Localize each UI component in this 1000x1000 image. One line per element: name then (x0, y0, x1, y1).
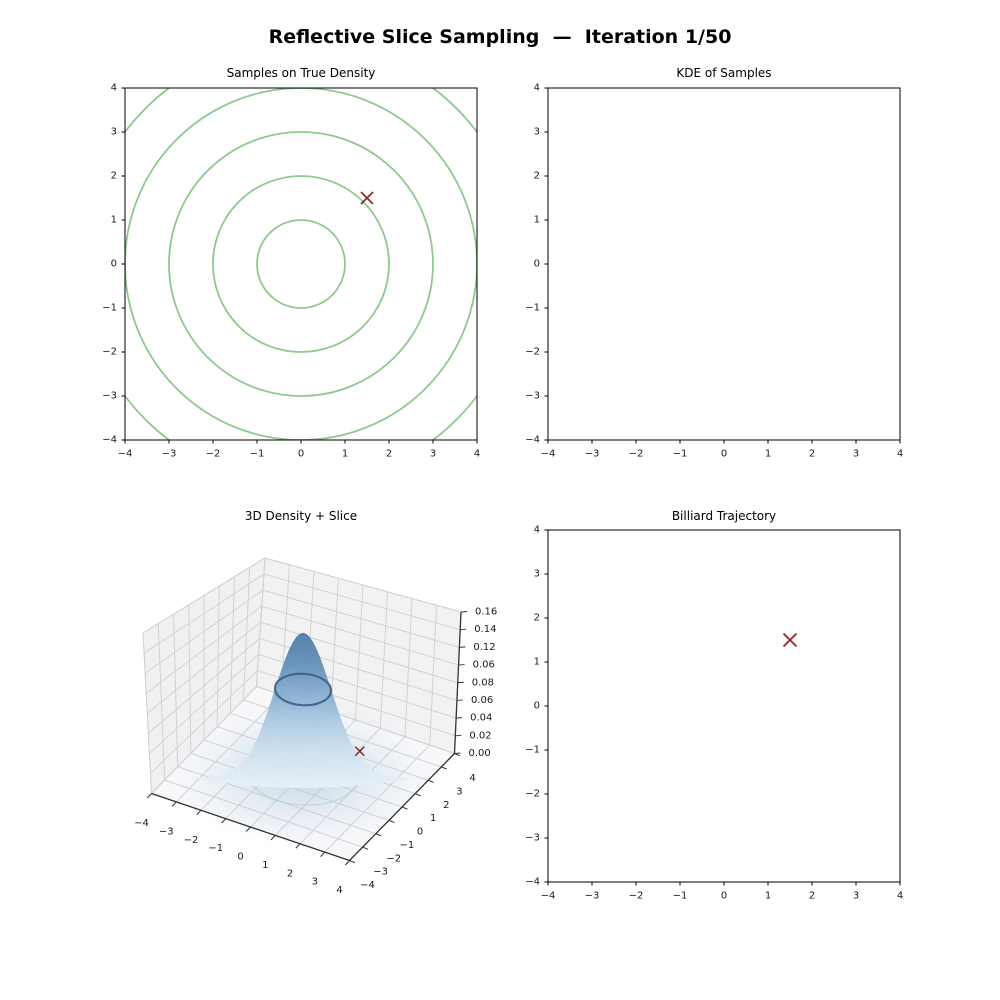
svg-text:−1: −1 (399, 839, 415, 851)
svg-text:2: 2 (533, 612, 540, 624)
svg-text:−4: −4 (102, 434, 117, 446)
svg-text:−1: −1 (249, 448, 265, 460)
svg-text:0.12: 0.12 (473, 641, 496, 653)
svg-text:−3: −3 (158, 826, 174, 838)
svg-text:−1: −1 (525, 744, 540, 756)
contour-lines (81, 44, 521, 484)
svg-text:3: 3 (456, 786, 463, 798)
svg-text:0.00: 0.00 (468, 748, 491, 759)
sample-marker-samples-on-true-density (361, 192, 373, 204)
svg-text:−2: −2 (183, 834, 199, 846)
svg-text:−2: −2 (525, 346, 540, 358)
svg-text:0.14: 0.14 (474, 624, 497, 636)
axes-samples-on-true-density (81, 44, 521, 484)
axes-density-3d (134, 558, 497, 896)
sample-marker-billiard-trajectory (784, 634, 797, 647)
svg-text:−1: −1 (672, 448, 688, 460)
svg-text:−3: −3 (373, 866, 388, 878)
svg-text:4: 4 (473, 448, 481, 460)
svg-text:0.08: 0.08 (471, 677, 495, 689)
svg-text:0: 0 (237, 851, 244, 863)
axes-kde-of-samples (525, 83, 903, 460)
svg-text:4: 4 (533, 524, 540, 536)
svg-text:4: 4 (110, 82, 117, 94)
svg-text:2: 2 (808, 890, 816, 902)
svg-text:−3: −3 (525, 832, 540, 844)
svg-text:4: 4 (533, 82, 540, 94)
svg-text:1: 1 (764, 890, 772, 902)
svg-text:−3: −3 (102, 390, 117, 402)
svg-text:−4: −4 (134, 818, 149, 829)
svg-text:0.16: 0.16 (475, 606, 498, 618)
svg-text:3: 3 (533, 126, 540, 138)
svg-text:2: 2 (110, 170, 117, 182)
subplot-title-billiard-trajectory: Billiard Trajectory (671, 509, 777, 523)
svg-text:2: 2 (286, 868, 294, 880)
svg-text:1: 1 (533, 656, 540, 668)
svg-text:2: 2 (443, 799, 450, 811)
svg-text:−4: −4 (540, 890, 556, 902)
svg-text:−4: −4 (525, 434, 540, 446)
subplot-title-samples-on-true-density: Samples on True Density (226, 66, 376, 80)
svg-text:−2: −2 (102, 346, 117, 358)
svg-text:0: 0 (720, 890, 728, 902)
svg-text:3: 3 (311, 876, 318, 888)
svg-text:0.04: 0.04 (470, 712, 493, 724)
svg-text:4: 4 (896, 890, 904, 902)
svg-text:−1: −1 (525, 302, 540, 314)
svg-text:2: 2 (808, 448, 816, 460)
svg-text:4: 4 (469, 773, 476, 784)
svg-text:0: 0 (297, 448, 305, 460)
svg-text:1: 1 (429, 813, 437, 825)
svg-text:3: 3 (429, 448, 437, 460)
svg-text:−4: −4 (540, 448, 556, 460)
svg-text:0: 0 (720, 448, 728, 460)
svg-text:−3: −3 (584, 890, 600, 902)
svg-text:−1: −1 (208, 843, 224, 855)
svg-text:2: 2 (385, 448, 393, 460)
svg-text:0.06: 0.06 (472, 659, 495, 671)
svg-text:0: 0 (533, 700, 540, 712)
svg-text:3: 3 (852, 448, 860, 460)
subplot-title-kde-of-samples: KDE of Samples (676, 66, 772, 80)
svg-text:0: 0 (110, 258, 117, 270)
svg-text:−4: −4 (525, 876, 540, 888)
svg-text:1: 1 (110, 214, 117, 226)
svg-text:−2: −2 (386, 853, 402, 865)
svg-text:3: 3 (852, 890, 860, 902)
svg-text:1: 1 (262, 859, 269, 871)
svg-text:−3: −3 (161, 448, 177, 460)
svg-text:4: 4 (896, 448, 904, 460)
svg-text:1: 1 (341, 448, 349, 460)
svg-text:1: 1 (764, 448, 772, 460)
axes-billiard-trajectory (525, 525, 903, 902)
svg-text:2: 2 (533, 170, 540, 182)
svg-text:1: 1 (533, 214, 540, 226)
svg-text:−3: −3 (525, 390, 540, 402)
svg-text:−4: −4 (117, 448, 133, 460)
svg-text:0.02: 0.02 (469, 730, 492, 742)
svg-text:−2: −2 (628, 890, 644, 902)
svg-text:−2: −2 (205, 448, 221, 460)
svg-text:3: 3 (110, 126, 117, 138)
svg-text:0.06: 0.06 (470, 694, 494, 706)
svg-text:3: 3 (533, 568, 540, 580)
subplot-title-3d-density-slice: 3D Density + Slice (244, 509, 358, 523)
svg-text:4: 4 (336, 885, 343, 896)
svg-text:−1: −1 (102, 302, 117, 314)
svg-text:0: 0 (416, 826, 424, 838)
figure-title: Reflective Slice Sampling — Iteration 1/50 (268, 26, 732, 48)
svg-text:0: 0 (533, 258, 540, 270)
svg-text:−2: −2 (525, 788, 540, 800)
svg-text:−3: −3 (584, 448, 600, 460)
svg-text:−4: −4 (360, 880, 375, 891)
svg-text:−2: −2 (628, 448, 644, 460)
svg-text:−1: −1 (672, 890, 688, 902)
